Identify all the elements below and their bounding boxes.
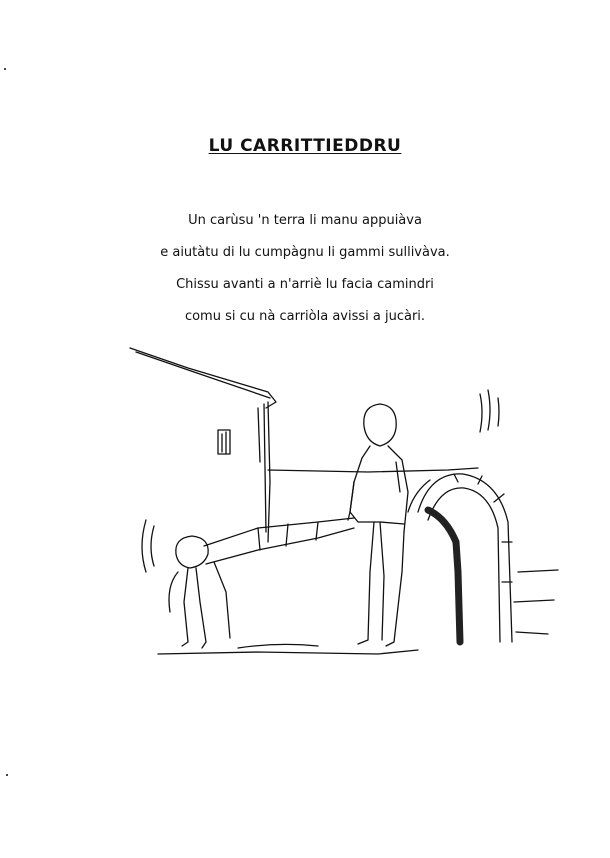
poem-title: LU CARRITTIEDDRU	[208, 136, 402, 156]
poem-line: e aiutàtu di lu cumpàgnu li gammi sullivàva.	[160, 245, 450, 260]
wheelbarrow-game-sketch-icon	[118, 342, 578, 682]
poem-line: Chissu avanti a n'arriè lu facia camindri	[176, 277, 434, 292]
poem-line: Un carùsu 'n terra li manu appuiàva	[188, 213, 422, 228]
poem-line: comu si cu nà carriòla avissi a jucàri.	[184, 309, 426, 324]
poem-stanza	[0, 205, 610, 333]
margin-speck	[4, 68, 6, 70]
margin-speck	[6, 774, 8, 776]
